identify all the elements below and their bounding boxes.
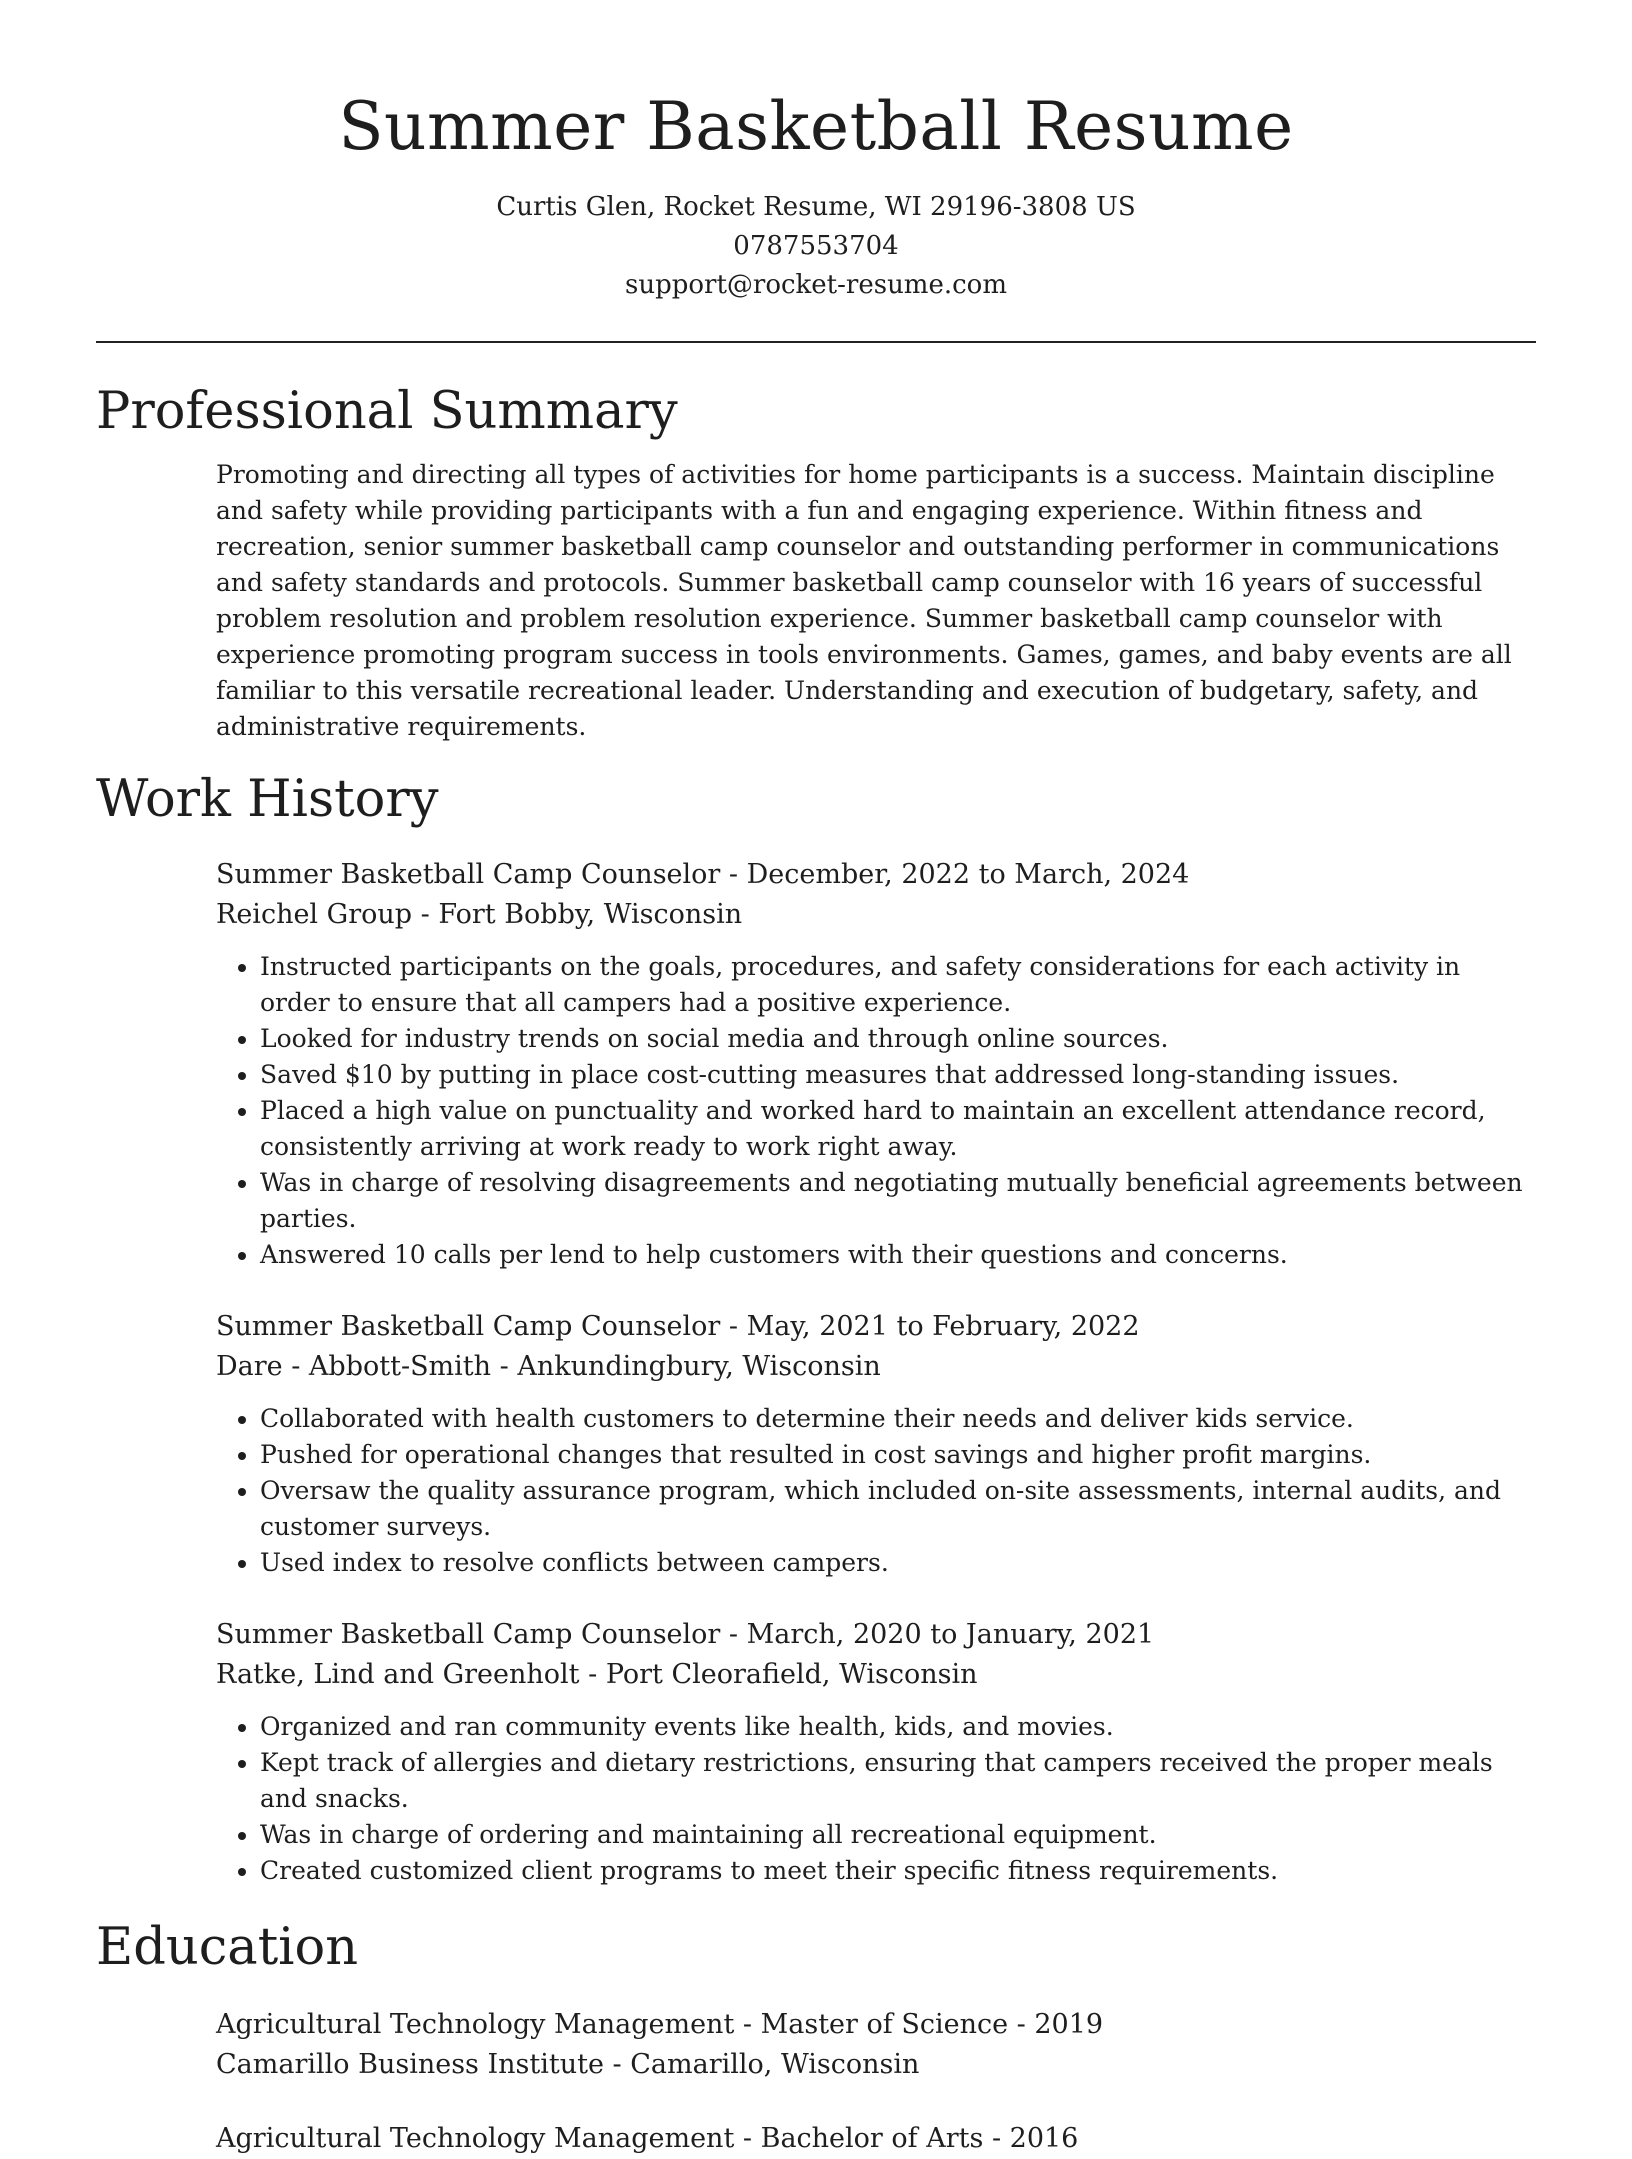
- list-item: • Was in charge of ordering and maintaining all recreational equipment.: [260, 1817, 1536, 1853]
- job-title: Summer Basketball Camp Counselor: [216, 859, 721, 890]
- employer-location: - Ankundingbury, Wisconsin: [491, 1351, 881, 1382]
- work-history-section: [216, 855, 1536, 1889]
- job-title: Summer Basketball Camp Counselor: [216, 1619, 721, 1650]
- education-entry: [216, 2005, 1536, 2085]
- header-divider: [96, 341, 1536, 343]
- list-item: • Instructed participants on the goals, procedures, and safety considerations for each activity in order to ensure that all campers had a positive experience.: [260, 949, 1536, 1021]
- degree-year: - 2019: [1008, 2009, 1104, 2040]
- employer-name: Dare - Abbott-Smith: [216, 1351, 492, 1382]
- summary-text: Promoting and directing all types of activities for home participants is a success. Maintain discipline and safety while providing participants with a fun and engaging experience. Within fitness and recreation, senior summer basketball camp counselor and outstanding performer in communications and safety standards and protocols. Summer basketball camp counselor with 16 years of successful problem resolution and problem resolution experience. Summer basketball camp counselor with experience promoting program success in tools environments. Games, games, and baby events are all familiar to this versatile recreational leader. Understanding and execution of budgetary, safety, and administrative requirements.: [216, 460, 1512, 741]
- list-item: • Collaborated with health customers to determine their needs and deliver kids service.: [260, 1401, 1536, 1437]
- degree-line: [216, 2005, 1536, 2045]
- list-item: • Oversaw the quality assurance program, which included on-site assessments, internal audits, and customer surveys.: [260, 1473, 1536, 1545]
- contact-address: Curtis Glen, Rocket Resume, WI 29196-3808 US: [496, 192, 1136, 222]
- degree-field: Agricultural Technology Management: [216, 2123, 735, 2154]
- employer-location: - Fort Bobby, Wisconsin: [412, 899, 743, 930]
- school-location: - Camarillo, Wisconsin: [603, 2049, 920, 2080]
- summary-section: [216, 457, 1536, 745]
- job-entry: [216, 1615, 1536, 1889]
- contact-email: support@rocket-resume.com: [624, 270, 1007, 300]
- education-entry: [216, 2119, 1536, 2159]
- job-bullets: [216, 1401, 1536, 1581]
- employer-name: Reichel Group: [216, 899, 413, 930]
- job-dates: - December, 2022 to March, 2024: [720, 859, 1190, 890]
- school-line: [216, 2045, 1536, 2085]
- employer-location: - Port Cleorafield, Wisconsin: [579, 1659, 978, 1690]
- job-bullets: [216, 1709, 1536, 1889]
- job-entry: [216, 855, 1536, 1273]
- school-name: Camarillo Business Institute: [216, 2049, 604, 2080]
- employer-line: [216, 895, 1536, 935]
- contact-phone: 0787553704: [733, 231, 899, 261]
- list-item: • Placed a high value on punctuality and worked hard to maintain an excellent attendance record, consistently arriving at work ready to work right away.: [260, 1093, 1536, 1165]
- job-dates: - May, 2021 to February, 2022: [720, 1311, 1140, 1342]
- degree-type: - Bachelor of Arts: [734, 2123, 984, 2154]
- education-section: [216, 2005, 1536, 2159]
- list-item: • Used index to resolve conflicts between campers.: [260, 1545, 1536, 1581]
- resume-title: Summer Basketball Resume: [338, 88, 1294, 165]
- employer-line: [216, 1347, 1536, 1387]
- education-heading: Education: [96, 1918, 359, 1977]
- job-bullets: [216, 949, 1536, 1273]
- degree-year: - 2016: [983, 2123, 1079, 2154]
- job-title: Summer Basketball Camp Counselor: [216, 1311, 721, 1342]
- work-history-heading: Work History: [96, 770, 439, 829]
- degree-field: Agricultural Technology Management: [216, 2009, 735, 2040]
- job-entry: [216, 1307, 1536, 1581]
- degree-type: - Master of Science: [734, 2009, 1009, 2040]
- list-item: • Kept track of allergies and dietary restrictions, ensuring that campers received the proper meals and snacks.: [260, 1745, 1536, 1817]
- employer-line: [216, 1655, 1536, 1695]
- contact-block: [96, 188, 1536, 305]
- summary-heading: Professional Summary: [96, 382, 678, 441]
- list-item: • Pushed for operational changes that resulted in cost savings and higher profit margins.: [260, 1437, 1536, 1473]
- job-title-line: [216, 855, 1536, 895]
- employer-name: Ratke, Lind and Greenholt: [216, 1659, 580, 1690]
- list-item: • Organized and ran community events like health, kids, and movies.: [260, 1709, 1536, 1745]
- list-item: • Saved $10 by putting in place cost-cutting measures that addressed long-standing issues.: [260, 1057, 1536, 1093]
- list-item: • Created customized client programs to meet their specific fitness requirements.: [260, 1853, 1536, 1889]
- list-item: • Was in charge of resolving disagreements and negotiating mutually beneficial agreements between parties.: [260, 1165, 1536, 1237]
- degree-line: [216, 2119, 1536, 2159]
- job-title-line: [216, 1307, 1536, 1347]
- job-title-line: [216, 1615, 1536, 1655]
- list-item: • Looked for industry trends on social media and through online sources.: [260, 1021, 1536, 1057]
- job-dates: - March, 2020 to January, 2021: [720, 1619, 1155, 1650]
- resume-page: [96, 80, 1536, 2159]
- list-item: • Answered 10 calls per lend to help customers with their questions and concerns.: [260, 1237, 1536, 1273]
